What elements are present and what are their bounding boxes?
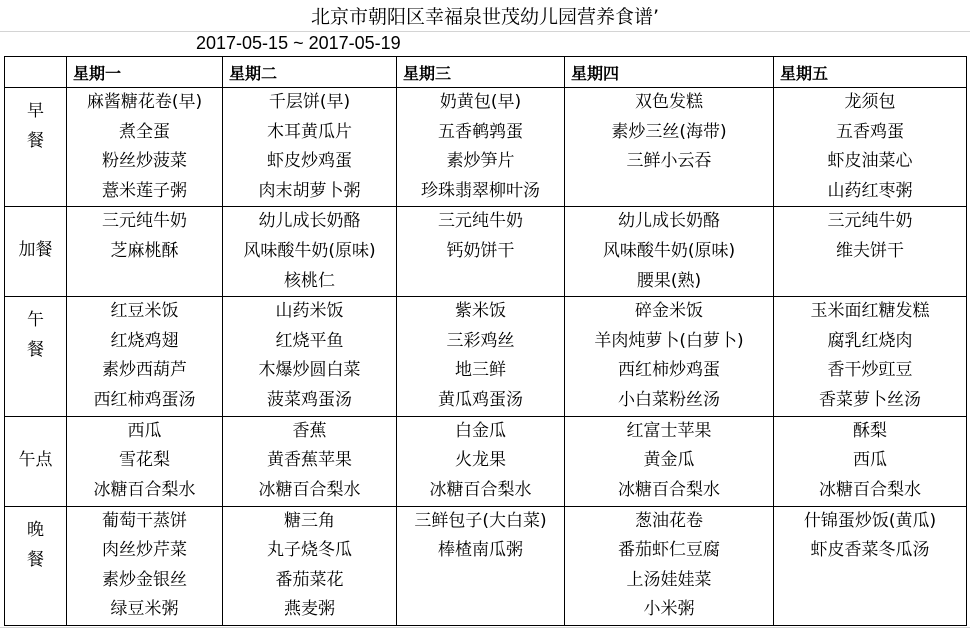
corner-cell <box>5 57 67 88</box>
dish-item: 素炒三丝(海带) <box>611 121 727 142</box>
dish-item: 葱油花卷 <box>635 510 703 531</box>
dish-item: 木耳黄瓜片 <box>267 121 352 142</box>
dish-item: 冰糖百合梨水 <box>618 479 720 500</box>
menu-cell <box>397 506 565 625</box>
dish-item: 碎金米饭 <box>635 301 703 322</box>
menu-cell <box>67 506 223 625</box>
menu-cell <box>774 88 967 207</box>
dish-item <box>397 566 564 596</box>
dish-item: 煮全蛋 <box>119 121 170 142</box>
dish-item: 香菜萝卜丝汤 <box>819 389 921 410</box>
dish-item: 小米粥 <box>643 599 695 620</box>
dish-item: 香干炒豇豆 <box>827 360 913 381</box>
dish-item: 双色发糕 <box>635 92 703 112</box>
dish-item: 黄瓜鸡蛋汤 <box>438 389 523 410</box>
dish-item: 肉丝炒芹菜 <box>102 540 187 561</box>
dish-item: 素炒西葫芦 <box>102 360 187 381</box>
meal-label-text: 餐 <box>27 340 44 361</box>
dish-item: 五香鸡蛋 <box>836 121 904 142</box>
dish-item: 腐乳红烧肉 <box>827 330 913 351</box>
dish-item: 幼儿成长奶酪 <box>618 211 720 232</box>
meal-label-text: 餐 <box>27 549 44 570</box>
dish-item: 葡萄干蒸饼 <box>102 510 187 531</box>
date-range: 2017-05-15 ~ 2017-05-19 <box>196 33 401 53</box>
dish-item: 黄金瓜 <box>643 450 695 471</box>
menu-cell <box>565 506 774 625</box>
dish-item: 番茄菜花 <box>275 569 344 590</box>
menu-cell <box>223 207 397 297</box>
menu-cell <box>223 416 397 506</box>
menu-cell <box>397 207 565 297</box>
dish-item: 维夫饼干 <box>836 240 904 261</box>
meal-label-text: 加餐 <box>18 240 53 261</box>
dish-item: 虾皮炒鸡蛋 <box>267 151 352 172</box>
meal-row <box>5 207 967 297</box>
meal-label <box>5 506 67 625</box>
dish-item: 冰糖百合梨水 <box>429 479 532 500</box>
dish-item <box>397 595 564 625</box>
menu-cell <box>774 506 967 625</box>
dish-item: 龙须包 <box>844 92 896 112</box>
sheet-gridline <box>0 31 970 32</box>
sheet-gridline <box>0 627 970 628</box>
menu-cell <box>223 506 397 625</box>
meal-label <box>5 416 67 506</box>
dish-item: 羊肉炖萝卜(白萝卜) <box>594 330 744 351</box>
dish-item: 红烧平鱼 <box>275 330 344 351</box>
menu-cell <box>565 88 774 207</box>
day-header: 星期二 <box>223 57 397 88</box>
dish-item: 绿豆米粥 <box>110 599 179 620</box>
dish-item: 西红柿鸡蛋汤 <box>93 389 196 410</box>
dish-item <box>774 595 966 625</box>
dish-item: 山药红枣粥 <box>827 180 913 201</box>
dish-item: 酥梨 <box>853 420 887 441</box>
day-header: 星期四 <box>565 57 774 88</box>
dish-item: 千层饼(早) <box>268 92 351 112</box>
dish-item: 西红柿炒鸡蛋 <box>618 360 720 381</box>
menu-cell <box>565 416 774 506</box>
dish-item: 钙奶饼干 <box>446 240 515 261</box>
menu-table <box>4 56 967 626</box>
dish-item: 素炒笋片 <box>446 151 515 172</box>
dish-item: 三鲜包子(大白菜) <box>414 510 547 531</box>
meal-row <box>5 88 967 207</box>
menu-cell <box>67 207 223 297</box>
menu-cell <box>397 416 565 506</box>
menu-cell <box>774 207 967 297</box>
dish-item: 玉米面红糖发糕 <box>810 301 930 322</box>
dish-item: 上汤娃娃菜 <box>626 569 712 590</box>
meal-label <box>5 88 67 207</box>
dish-item: 雪花梨 <box>119 450 170 471</box>
dish-item: 紫米饭 <box>455 301 506 322</box>
menu-cell <box>397 88 565 207</box>
dish-item: 木爆炒圆白菜 <box>258 360 361 381</box>
menu-cell <box>67 297 223 416</box>
menu-cell <box>774 416 967 506</box>
dish-item: 五香鹌鹑蛋 <box>438 121 523 142</box>
menu-cell <box>774 297 967 416</box>
menu-cell <box>67 88 223 207</box>
meal-row <box>5 506 967 625</box>
dish-item: 红富士苹果 <box>626 420 712 441</box>
dish-item: 奶黄包(早) <box>439 92 522 112</box>
dish-item: 地三鲜 <box>455 360 506 381</box>
dish-item: 棒楂南瓜粥 <box>438 540 523 561</box>
dish-item: 粉丝炒菠菜 <box>102 151 187 172</box>
menu-cell <box>223 297 397 416</box>
meal-label-text: 午点 <box>18 449 53 470</box>
menu-cell <box>397 297 565 416</box>
dish-item: 薏米莲子粥 <box>102 180 187 201</box>
dish-item: 幼儿成长奶酪 <box>258 211 361 232</box>
dish-item: 西瓜 <box>127 420 162 441</box>
meal-label-text: 午 <box>27 310 44 331</box>
header-row <box>5 57 967 88</box>
dish-item <box>565 177 773 207</box>
dish-item: 芝麻桃酥 <box>110 240 179 261</box>
dish-item: 三元纯牛奶 <box>102 211 187 232</box>
dish-item: 三元纯牛奶 <box>827 211 913 232</box>
meal-label-text: 晚 <box>27 519 44 540</box>
dish-item: 西瓜 <box>853 450 887 471</box>
day-header: 星期三 <box>397 57 565 88</box>
dish-item: 火龙果 <box>455 450 506 471</box>
dish-item: 山药米饭 <box>275 301 344 322</box>
dish-item: 虾皮油菜心 <box>827 151 913 172</box>
dish-item <box>67 267 222 297</box>
dish-item <box>774 566 966 596</box>
dish-item: 核桃仁 <box>284 270 335 291</box>
dish-item: 肉末胡萝卜粥 <box>258 180 361 201</box>
meal-label <box>5 297 67 416</box>
dish-item: 三元纯牛奶 <box>438 211 523 232</box>
dish-item: 风味酸牛奶(原味) <box>602 240 736 261</box>
dish-item: 三彩鸡丝 <box>446 330 515 351</box>
dish-item: 冰糖百合梨水 <box>819 479 921 500</box>
dish-item: 小白菜粉丝汤 <box>618 389 720 410</box>
dish-item: 什锦蛋炒饭(黄瓜) <box>803 510 937 531</box>
dish-item: 香蕉 <box>292 420 327 441</box>
page-title: 北京市朝阳区幸福泉世茂幼儿园营养食谱’ <box>310 6 660 28</box>
dish-item: 虾皮香菜冬瓜汤 <box>810 540 930 561</box>
dish-item: 珍珠翡翠柳叶汤 <box>421 180 540 201</box>
day-header: 星期五 <box>774 57 967 88</box>
meal-row <box>5 297 967 416</box>
meal-label-text: 早 <box>27 101 44 121</box>
day-header: 星期一 <box>67 57 223 88</box>
dish-item: 黄香蕉苹果 <box>267 450 352 471</box>
dish-item: 冰糖百合梨水 <box>258 479 361 500</box>
dish-item: 丸子烧冬瓜 <box>267 540 352 561</box>
menu-cell <box>67 416 223 506</box>
dish-item <box>774 267 966 297</box>
dish-item: 冰糖百合梨水 <box>93 479 196 500</box>
dish-item: 腰果(熟) <box>636 270 702 291</box>
dish-item: 番茄虾仁豆腐 <box>618 540 720 561</box>
dish-item: 红烧鸡翅 <box>110 330 179 351</box>
meal-label <box>5 207 67 297</box>
dish-item: 白金瓜 <box>455 420 506 441</box>
dish-item: 燕麦粥 <box>284 599 335 620</box>
dish-item: 糖三角 <box>284 510 335 531</box>
dish-item: 麻酱糖花卷(早) <box>86 92 203 112</box>
menu-cell <box>223 88 397 207</box>
meal-row <box>5 416 967 506</box>
menu-cell <box>565 207 774 297</box>
meal-label-text: 餐 <box>27 131 44 151</box>
dish-item: 菠菜鸡蛋汤 <box>267 389 352 410</box>
dish-item: 素炒金银丝 <box>102 569 187 590</box>
dish-item: 三鲜小云吞 <box>626 151 712 172</box>
dish-item <box>397 267 564 297</box>
dish-item: 风味酸牛奶(原味) <box>243 240 376 261</box>
dish-item: 红豆米饭 <box>110 301 179 322</box>
menu-cell <box>565 297 774 416</box>
